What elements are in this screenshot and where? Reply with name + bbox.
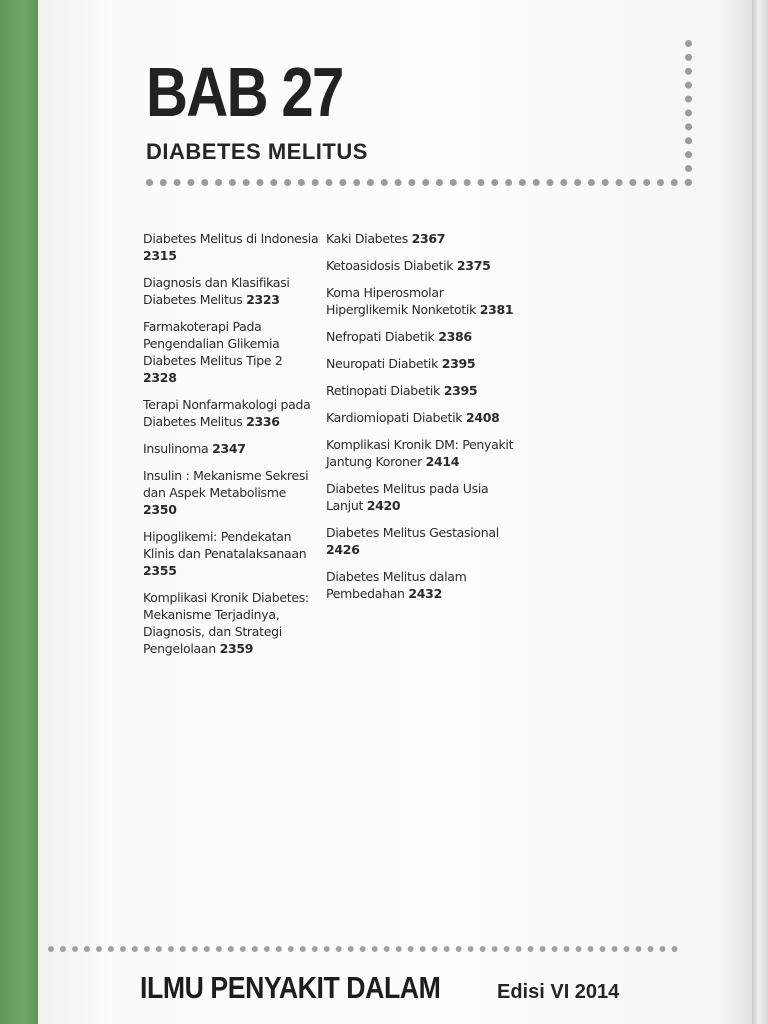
toc-entry-page: 2375 <box>456 258 491 273</box>
toc-entry <box>326 257 516 274</box>
toc-entry-title: Kaki Diabetes <box>326 231 408 246</box>
toc-entry-title: Farmakoterapi Pada Pengendalian Glikemia Diabetes Melitus Tipe 2 <box>143 319 283 368</box>
toc-entry-title: Terapi Nonfarmakologi pada Diabetes Melitus <box>143 397 311 429</box>
toc-entry-page: 2367 <box>411 231 446 246</box>
toc-entry-page: 2432 <box>408 586 442 601</box>
toc-entry-page: 2395 <box>441 356 476 371</box>
toc-entry-page: 2315 <box>143 248 177 263</box>
toc-entry-page: 2381 <box>479 302 514 317</box>
toc-entry <box>326 568 516 602</box>
toc-entry-title: Insulin : Mekanisme Sekresi dan Aspek Metabolisme <box>143 468 309 500</box>
toc-entry <box>326 524 516 558</box>
toc-entry-page: 2408 <box>465 410 500 425</box>
toc-entry-title: Diabetes Melitus dalam Pembedahan <box>326 569 467 601</box>
toc-entry-page: 2336 <box>246 414 280 429</box>
toc-entry <box>326 328 516 345</box>
toc-entry-page: 2328 <box>143 370 177 385</box>
toc-entry <box>326 436 516 470</box>
toc-entry <box>143 396 319 430</box>
toc-entry-page: 2395 <box>443 383 478 398</box>
toc-entry-title: Komplikasi Kronik DM: Penyakit Jantung Koroner <box>326 437 514 469</box>
toc-entry <box>326 382 516 399</box>
toc-entry-title: Insulinoma <box>143 441 209 456</box>
toc-entry <box>143 440 319 457</box>
toc-entry <box>143 528 319 579</box>
toc-entry-title: Komplikasi Kronik Diabetes: Mekanisme Terjadinya, Diagnosis, dan Strategi Pengelolaan <box>143 590 309 656</box>
toc-entry <box>326 355 516 372</box>
toc-entry-page: 2347 <box>212 441 246 456</box>
toc-entry-title: Diabetes Melitus pada Usia Lanjut <box>326 481 489 513</box>
page-edge <box>752 0 768 1024</box>
toc-entry-title: Kardiomiopati Diabetik <box>326 410 463 425</box>
toc-entry-title: Koma Hiperosmolar Hiperglikemik Nonketotik <box>326 285 477 317</box>
toc-entry <box>143 589 319 657</box>
book-edition: Edisi VI 2014 <box>497 981 620 1003</box>
chapter-title: DIABETES MELITUS <box>146 139 368 164</box>
toc-entry-page: 2414 <box>425 454 460 469</box>
toc-entry <box>326 284 516 318</box>
toc-entry-page: 2426 <box>326 542 360 557</box>
toc-column-right <box>326 230 516 612</box>
toc-entry-title: Hipoglikemi: Pendekatan Klinis dan Penatalaksanaan <box>143 529 307 561</box>
toc-entry-title: Retinopati Diabetik <box>326 383 440 398</box>
toc-entry-page: 2359 <box>219 641 254 656</box>
toc-entry <box>326 409 516 426</box>
toc-entry-page: 2350 <box>143 502 177 517</box>
toc-entry <box>326 230 516 247</box>
toc-entry <box>143 467 319 518</box>
toc-entry <box>143 318 319 386</box>
toc-entry-title: Diabetes Melitus Gestasional <box>326 525 499 540</box>
toc-entry-page: 2355 <box>143 563 177 578</box>
toc-entry-title: Nefropati Diabetik <box>326 329 435 344</box>
toc-entry-page: 2386 <box>438 329 472 344</box>
chapter-number: BAB 27 <box>146 53 343 131</box>
toc-column-left <box>143 230 319 667</box>
toc-entry-title: Ketoasidosis Diabetik <box>326 258 454 273</box>
book-title: ILMU PENYAKIT DALAM <box>140 970 441 1005</box>
toc-entry <box>143 274 319 308</box>
toc-entry <box>326 480 516 514</box>
book-spine <box>0 0 42 1024</box>
toc-entry <box>143 230 319 264</box>
toc-entry-page: 2323 <box>246 292 280 307</box>
toc-entry-title: Neuropati Diabetik <box>326 356 439 371</box>
toc-entry-title: Diagnosis dan Klasifikasi Diabetes Melitus <box>143 275 290 307</box>
toc-entry-title: Diabetes Melitus di Indonesia <box>143 231 319 246</box>
footer-divider <box>48 946 678 952</box>
toc-entry-page: 2420 <box>366 498 401 513</box>
